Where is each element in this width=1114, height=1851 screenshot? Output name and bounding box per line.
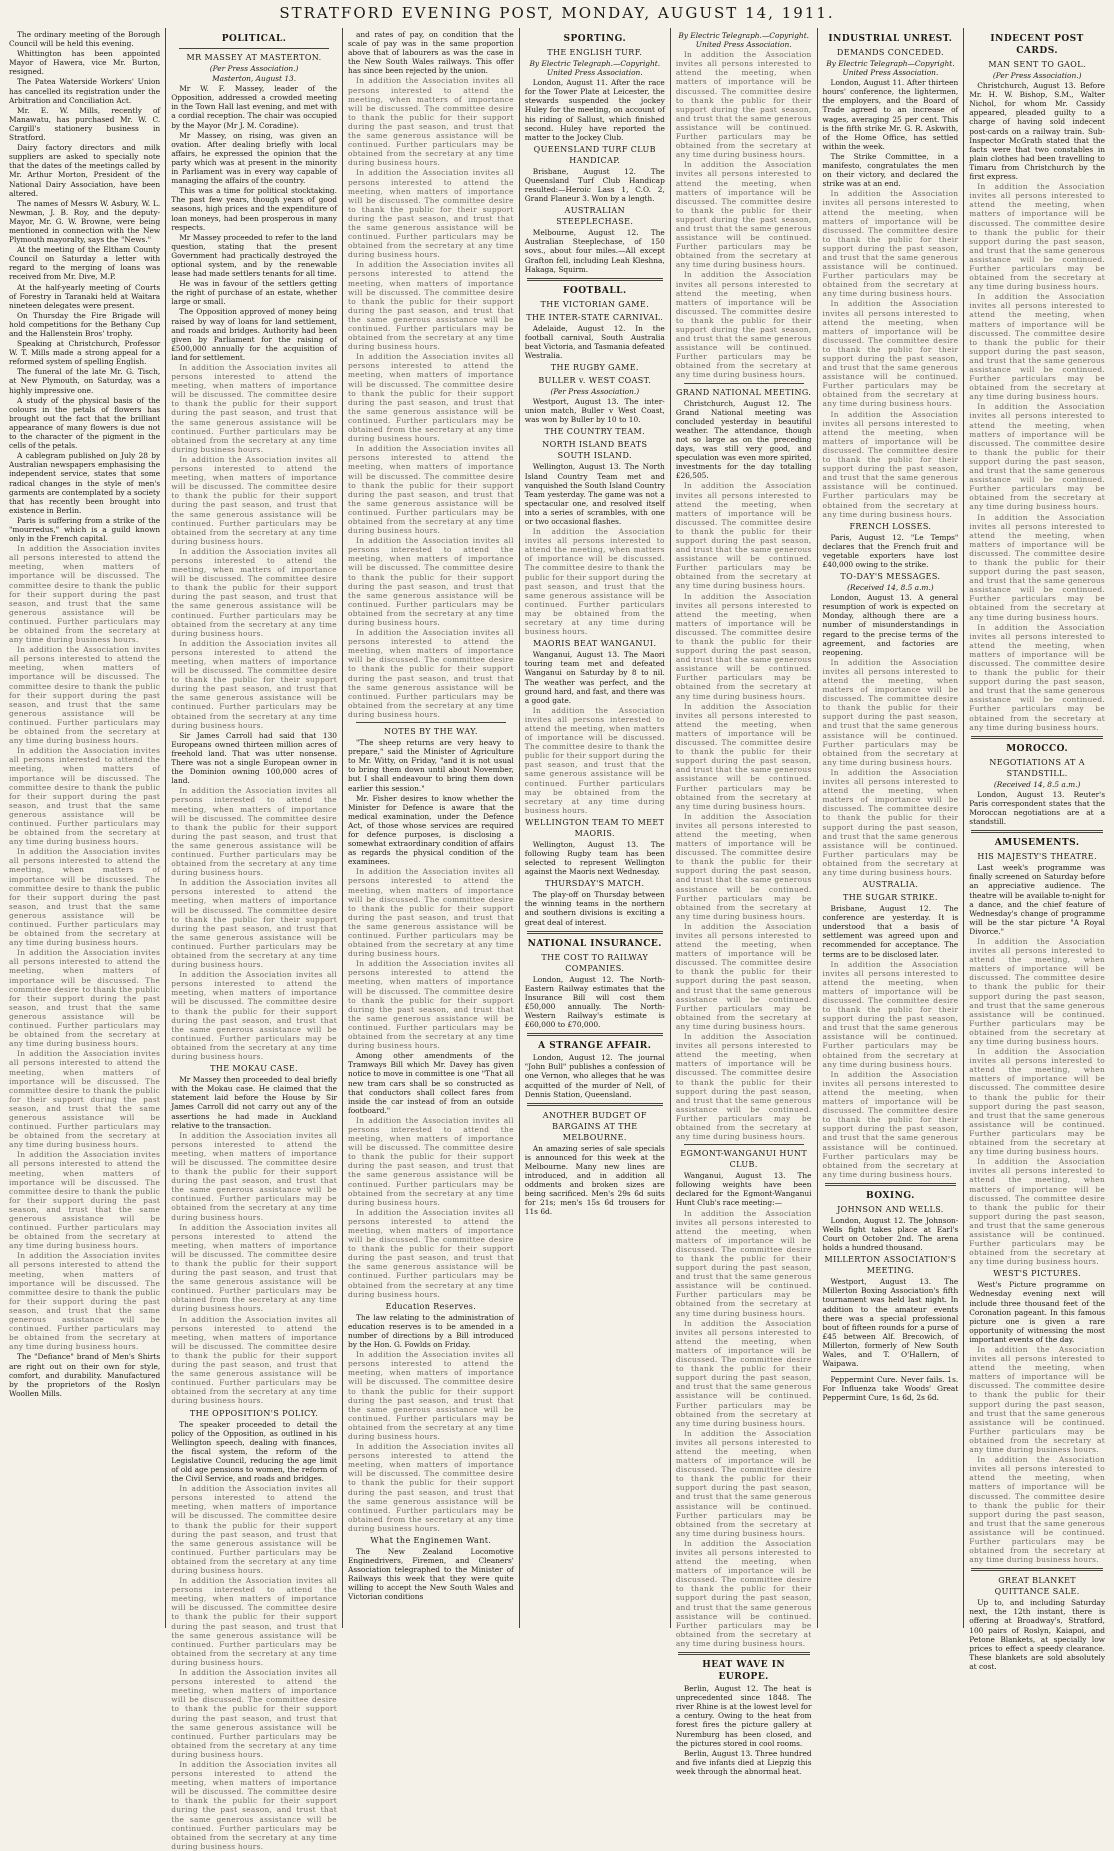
article-paragraph: Westport, August 13. The Millerton Boxing Association's fifth tournament was held last night. In addition to the amateur events there was a special professional bout of fifteen rounds for a purse of £45 between Alf. Brecowich, of Millerton, formerly of New South Wales, and T. O'Hallern, of Waipawa.	[822, 1277, 959, 1369]
article-title: THE ENGLISH TURF.	[547, 48, 643, 57]
brief-paragraph: On Thursday the Fire Brigade will hold competitions for the Bethany Cup and the Hallenstein Bros' trophy.	[9, 310, 161, 338]
article-title: THE RUGBY GAME.	[550, 363, 639, 373]
divider	[684, 383, 804, 384]
brief-paragraph: Speaking at Christchurch, Professor W. T. Mills made a strong appeal for a reformed system of spelling English.	[9, 339, 161, 367]
column-political-continued	[342, 28, 519, 1628]
filler-text: In addition the Association invites all persons interested to attend the meeting, when matters of importance will be discussed. The committee desire to thank the public for their support during the past season, and trust that the same generous assistance will be continued. Further particulars may be obtained from the secretary at any time during business hours.	[171, 1130, 337, 1222]
filler-text: In addition the Association invites all persons interested to attend the meeting, when matters of importance will be discussed. The committee desire to thank the public for their support during the past season, and trust that the same generous assistance will be continued. Further particulars may be obtained from the secretary at any time during business hours.	[347, 76, 514, 168]
filler-text: In addition the Association invites all persons interested to attend the meeting, when matters of importance will be discussed. The committee desire to thank the public for their support during the past season, and trust that the same generous assistance will be continued. Further particulars may be obtained from the secretary at any time during business hours.	[822, 1069, 959, 1179]
brief-paragraph: At the half-yearly meeting of Courts of Forestry in Taranaki held at Waitara nineteen delegates were present.	[9, 282, 161, 310]
article-paragraph: Mr Massey proceeded to refer to the land question, stating that the present Government had practically destroyed the optional system, and by the renewable lease had made settlers tenants for all time.	[171, 232, 337, 279]
divider	[527, 1103, 663, 1106]
filler-text: In addition the Association invites all persons interested to attend the meeting, when matters of importance will be discussed. The committee desire to thank the public for their support during the past season, and trust that the same generous assistance will be continued. Further particulars may be obtained from the secretary at any time during business hours.	[347, 628, 514, 719]
filler-text: In addition the Association invites all persons interested to attend the meeting, when matters of importance will be discussed. The committee desire to thank the public for their support during the past season, and trust that the same generous assistance will be continued. Further particulars may be obtained from the secretary at any time during business hours.	[969, 1455, 1106, 1565]
brief-paragraph: Paris is suffering from a strike of the "mourredus," which is a guild known only in the French capital.	[9, 515, 161, 544]
article-paragraph: The Strike Committee, in a manifesto, congratulates the men on their victory, and declared the strike was at an end.	[822, 151, 959, 189]
agency-line: By Electric Telegraph.—Copyright. United Press Association.	[529, 59, 661, 78]
brief-paragraph: Mr. E. W. Mills, recently of Manawatu, has purchased Mr. W. C. Cargill's stationery business in Stratford.	[9, 105, 161, 143]
article-title: MAORIS BEAT WANGANUI.	[533, 639, 657, 649]
column-political	[165, 28, 342, 1851]
received-line: (Received 14, 8.5 a.m.)	[847, 583, 934, 593]
article-title: HIS MAJESTY'S THEATRE.	[977, 852, 1097, 862]
advertisement-text: Peppermint Cure. Never fails. 1s. For Influenza take Woods' Great Peppermint Cure, 1s 6d, 2s 6d.	[822, 1375, 959, 1403]
brief-paragraph: Dairy factory directors and milk suppliers are asked to specially note that the dates of the meetings called by Mr. Arthur Morton, President of the National Dairy Association, have been altered.	[9, 143, 161, 198]
divider	[831, 1371, 951, 1372]
filler-text: In addition the Association invites all persons interested to attend the meeting, when matters of importance will be discussed. The committee desire to thank the public for their support during the past season, and trust that the same generous assistance will be continued. Further particulars may be obtained from the secretary at any time during business hours.	[9, 746, 161, 847]
article-paragraph: This was a time for political stocktaking. The past few years, though years of good seasons, high prices and the expenditure of loan moneys, had been prosperous in many respects.	[171, 186, 337, 232]
filler-text: In addition the Association invites all persons interested to attend the meeting, when matters of importance will be discussed. The committee desire to thank the public for their support during the past season, and trust that the same generous assistance will be continued. Further particulars may be obtained from the secretary at any time during business hours.	[9, 1049, 161, 1150]
article-title: QUEENSLAND TURF CLUB HANDICAP.	[533, 144, 656, 165]
filler-text: In addition the Association invites all persons interested to attend the meeting, when matters of importance will be discussed. The committee desire to thank the public for their support during the past season, and trust that the same generous assistance will be continued. Further particulars may be obtained from the secretary at any time during business hours.	[675, 921, 812, 1031]
article-paragraph: London, August 13. A general resumption of work is expected on Monday, although there are a number of misunderstandings in regard to the precise terms of the agreement, and factories are reopening.	[822, 593, 959, 657]
article-title: TO-DAY'S MESSAGES.	[840, 572, 941, 582]
article-paragraph: Adelaide, August 12. In the football carnival, South Australia beat Victoria, and Tasmania defeated Westralia.	[524, 323, 665, 360]
article-title: FRENCH LOSSES.	[849, 521, 932, 531]
dateline: Masterton, August 13.	[212, 74, 297, 84]
article-title: MR MASSEY AT MASTERTON.	[186, 53, 322, 62]
article-paragraph: The law relating to the administration of education reserves is to be amended in a number of directions by a Bill introduced by the Hon. G. Fowlds on Friday.	[347, 1312, 514, 1350]
filler-text: In addition the Association invites all persons interested to attend the meeting, when matters of importance will be discussed. The committee desire to thank the public for their support during the past season, and trust that the same generous assistance will be continued. Further particulars may be obtained from the secretary at any time during business hours.	[171, 970, 337, 1062]
filler-text: In addition the Association invites all persons interested to attend the meeting, when matters of importance will be discussed. The committee desire to thank the public for their support during the past season, and trust that the same generous assistance will be continued. Further particulars may be obtained from the secretary at any time during business hours.	[347, 1350, 514, 1441]
article-title: JOHNSON AND WELLS.	[837, 1204, 944, 1214]
subheading-opposition-policy: THE OPPOSITION'S POLICY.	[189, 1408, 319, 1418]
advertisement-text: An amazing series of sale specials is announced for this week at the Melbourne. Many new lines are introduced, and in addition all oddments and broken sizes are being sacrificed. Men's 29s 6d suits for 21s; men's 15s 6d trousers for 11s 6d.	[524, 1143, 665, 1217]
filler-text: In addition the Association invites all persons interested to attend the meeting, when matters of importance will be discussed. The committee desire to thank the public for their support during the past season, and trust that the same generous assistance will be continued. Further particulars may be obtained from the secretary at any time during business hours.	[675, 1318, 812, 1428]
filler-text: In addition the Association invites all persons interested to attend the meeting, when matters of importance will be discussed. The committee desire to thank the public for their support during the past season, and trust that the same generous assistance will be continued. Further particulars may be obtained from the secretary at any time during business hours.	[9, 847, 161, 948]
article-paragraph: "The sheep returns are very heavy to prepare," said the Minister of Agriculture to Mr. Witty, on Friday, "and it is not usual to bring them down until about November, but I shall endeavour to bring them down earlier this session."	[347, 738, 514, 793]
article-paragraph: Christchurch, August 13. Before Mr. H. W. Bishop, S.M., Walter Nichol, for whom Mr. Cassidy appeared, pleaded guilty to a charge of having sold indecent post-cards on a railway train. Sub-Inspector McGrath stated that the facts were that two constables in plain clothes had been travelling to Timaru from Christchurch by the first express.	[969, 81, 1106, 182]
advertisement-text: Up to, and including Saturday next, the 12th instant, there is offering at Broadway's, Stratford, 100 pairs of Roslyn, Kaiapoi, and Petone Blankets, at specially low prices to effect a speedy clearance. These blankets are sold absolutely at cost.	[969, 1598, 1106, 1671]
section-heading-indecent-post-cards: INDECENT POST CARDS.	[990, 34, 1084, 56]
article-title: AUSTRALIAN STEEPLECHASE.	[556, 206, 634, 227]
article-title: THE COST TO RAILWAY COMPANIES.	[541, 952, 649, 973]
section-heading-heat-wave: HEAT WAVE IN EUROPE.	[702, 1660, 786, 1683]
filler-text: In addition the Association invites all persons interested to attend the meeting, when matters of importance will be discussed. The committee desire to thank the public for their support during the past season, and trust that the same generous assistance will be continued. Further particulars may be obtained from the secretary at any time during business hours.	[347, 1207, 514, 1299]
filler-text: In addition the Association invites all persons interested to attend the meeting, when matters of importance will be discussed. The committee desire to thank the public for their support during the past season, and trust that the same generous assistance will be continued. Further particulars may be obtained from the secretary at any time during business hours.	[675, 811, 812, 921]
filler-text: In addition the Association invites all persons interested to attend the meeting, when matters of importance will be discussed. The committee desire to thank the public for their support during the past season, and trust that the same generous assistance will be continued. Further particulars may be obtained from the secretary at any time during business hours.	[171, 1222, 337, 1314]
divider	[825, 1183, 957, 1186]
filler-text: In addition the Association invites all persons interested to attend the meeting, when matters of importance will be discussed. The committee desire to thank the public for their support during the past season, and trust that the same generous assistance will be continued. Further particulars may be obtained from the secretary at any time during business hours.	[171, 546, 337, 638]
filler-text: In addition the Association invites all persons interested to attend the meeting, when matters of importance will be discussed. The committee desire to thank the public for their support during the past season, and trust that the same generous assistance will be continued. Further particulars may be obtained from the secretary at any time during business hours.	[822, 189, 959, 299]
article-title: BULLER v. WEST COAST.	[538, 376, 652, 386]
article-paragraph: Sir James Carroll had said that 130 Europeans owned thirteen million acres of freehold land. That was utter nonsense. There was not a single European owner in the Dominion owning 100,000 acres of land.	[171, 730, 337, 786]
section-heading-industrial: INDUSTRIAL UNREST.	[828, 34, 953, 44]
filler-text: In addition the Association invites all persons interested to attend the meeting, when matters of importance will be discussed. The committee desire to thank the public for their support during the past season, and trust that the same generous assistance will be continued. Further particulars may be obtained from the secretary at any time during business hours.	[347, 536, 514, 627]
article-paragraph: London, August 12. The North-Eastern Railway estimates that the Insurance Bill will cost them £50,000 annually. The North-Western Railway's estimate is £60,000 to £70,000.	[524, 974, 665, 1030]
agency-line: By Electric Telegraph—Copyright. United Press Association.	[826, 59, 955, 78]
article-paragraph: Wanganui, August 13. The following weights have been declared for the Egmont-Wanganui Hunt Club's race meeting:—	[675, 1171, 812, 1208]
filler-text: In addition the Association invites all persons interested to attend the meeting, when matters of importance will be discussed. The committee desire to thank the public for their support during the past season, and trust that the same generous assistance will be continued. Further particulars may be obtained from the secretary at any time during business hours.	[171, 1668, 337, 1759]
filler-text: In addition the Association invites all persons interested to attend the meeting, when matters of importance will be discussed. The committee desire to thank the public for their support during the past season, and trust that the same generous assistance will be continued. Further particulars may be obtained from the secretary at any time during business hours.	[347, 168, 514, 260]
article-paragraph: Wanganui, August 13. The Maori touring team met and defeated Wanganui on Saturday by 8 to nil. The weather was perfect, and the ground hard, and fast, and there was a good gate.	[524, 650, 665, 705]
section-heading-football: FOOTBALL.	[562, 285, 627, 296]
article-paragraph: Christchurch, August 12. The Grand National meeting was concluded yesterday in beautiful weather. The attendance, though not so large as on the preceding days, was still very good, and speculation was even more spirited, investments for the day totalling £26,505.	[675, 398, 812, 481]
article-paragraph: London, August 11. After the race for the Tower Plate at Leicester, the stewards suspended the jockey Huley for the meeting, on account of his riding of Sallust, which finished second. Huley have reported the matter to the Jockey Club.	[524, 78, 665, 142]
brief-paragraph: A cablegram published on July 28 by Australian newspapers emphasising the independent service, states that some radical changes in the style of men's garments are contemplated by a society that has recently been brought into existence in Berlin.	[9, 451, 161, 515]
filler-text: In addition the Association invites all persons interested to attend the meeting, when matters of importance will be discussed. The committee desire to thank the public for their support during the past season, and trust that the same generous assistance will be continued. Further particulars may be obtained from the secretary at any time during business hours.	[347, 1442, 514, 1533]
brief-paragraph: Whittington has been appointed Mayor of Hawera, vice Mr. Burton, resigned.	[9, 49, 161, 77]
filler-text: In addition the Association invites all persons interested to attend the meeting, when matters of importance will be discussed. The committee desire to thank the public for their support during the past season, and trust that the same generous assistance will be continued. Further particulars may be obtained from the secretary at any time during business hours.	[822, 959, 959, 1069]
article-paragraph: Westport, August 13. The inter-union match, Buller v West Coast, was won by Buller by 10 to 10.	[524, 397, 665, 425]
divider	[527, 1033, 663, 1036]
filler-text: In addition the Association invites all persons interested to attend the meeting, when matters of importance will be discussed. The committee desire to thank the public for their support during the past season, and trust that the same generous assistance will be continued. Further particulars may be obtained from the secretary at any time during business hours.	[9, 645, 161, 746]
filler-text: In addition the Association invites all persons interested to attend the meeting, when matters of importance will be discussed. The committee desire to thank the public for their support during the past season, and trust that the same generous assistance will be continued. Further particulars may be obtained from the secretary at any time during business hours.	[9, 1251, 161, 1352]
agency-line: (Per Press Association.)	[209, 64, 299, 73]
section-heading-political: POLITICAL.	[221, 34, 287, 44]
subheading-notes-by-the-way: NOTES BY THE WAY.	[383, 727, 478, 737]
filler-text: In addition the Association invites all persons interested to attend the meeting, when matters of importance will be discussed. The committee desire to thank the public for their support during the past season, and trust that the same generous assistance will be continued. Further particulars may be obtained from the secretary at any time during business hours.	[524, 705, 665, 815]
filler-text: In addition the Association invites all persons interested to attend the meeting, when matters of importance will be discussed. The committee desire to thank the public for their support during the past season, and trust that the same generous assistance will be continued. Further particulars may be obtained from the secretary at any time during business hours.	[822, 409, 959, 519]
section-heading-sporting: SPORTING.	[563, 34, 627, 44]
divider	[527, 931, 663, 934]
article-title: EGMONT-WANGANUI HUNT CLUB.	[680, 1149, 808, 1170]
filler-text: In addition the Association invites all persons interested to attend the meeting, when matters of importance will be discussed. The committee desire to thank the public for their support during the past season, and trust that the same generous assistance will be continued. Further particulars may be obtained from the secretary at any time during business hours.	[171, 786, 337, 878]
advertisement-heading: ANOTHER BUDGET OF BARGAINS AT THE MELBOURNE.	[542, 1110, 647, 1142]
agency-line: By Electric Telegraph.—Copyright. United Press Association.	[678, 31, 810, 50]
article-title: GRAND NATIONAL MEETING.	[675, 387, 812, 397]
column-industrial	[817, 28, 964, 1628]
divider	[684, 1144, 804, 1145]
article-paragraph: Brisbane, August 12. The conference are yesterday. It is understood that a basis of settlement was agreed upon and recommended for acceptance. The terms are to be disclosed later.	[822, 904, 959, 959]
brief-paragraph: The Patea Waterside Workers' Union has cancelled its registration under the Arbitration and Conciliation Act.	[9, 77, 161, 105]
article-paragraph: He was in favour of the settlers getting the right of purchase of an estate, whether large or small.	[171, 279, 337, 307]
article-paragraph: London, August 12. The journal "John Bull" publishes a confession of one Vernon, who alleges that he was acquitted of the murder of Nell, of Dennis Station, Queensland.	[524, 1053, 665, 1099]
article-paragraph: Last week's programme was finally screened on Saturday before an appreciative audience. The theatre will be available to-night for a dance, and the chief feature of Wednesday's change of programme will be the star picture "A Royal Divorce."	[969, 863, 1106, 936]
article-title: WEST'S PICTURES.	[993, 1269, 1082, 1279]
agency-line: (Per Press Association.)	[992, 71, 1082, 80]
article-title: AUSTRALIA.	[862, 880, 919, 890]
article-paragraph: London, August 13. Reuter's Paris correspondent states that the Moroccan negotiations are at a standstill.	[969, 789, 1106, 827]
filler-text: In addition the Association invites all persons interested to attend the meeting, when matters of importance will be discussed. The committee desire to thank the public for their support during the past season, and trust that the same generous assistance will be continued. Further particulars may be obtained from the secretary at any time during business hours.	[675, 160, 812, 270]
article-paragraph: Paris, August 12. "Le Temps" declares that the French fruit and vegetable exporters have lost £40,000 owing to the strike.	[822, 532, 959, 569]
filler-text: In addition the Association invites all persons interested to attend the meeting, when matters of importance will be discussed. The committee desire to thank the public for their support during the past season, and trust that the same generous assistance will be continued. Further particulars may be obtained from the secretary at any time during business hours.	[675, 591, 812, 701]
article-paragraph: London, August 11. After thirteen hours' conference, the lightermen, the employers, and the Board of Trade agreed to an increase of wages, averaging 25 per cent. This is the fifth strike Mr. G. R. Askwith, of the Home Office, has settled within the week.	[822, 78, 959, 151]
divider	[971, 1568, 1103, 1571]
divider	[678, 1652, 810, 1655]
filler-text: In addition the Association invites all persons interested to attend the meeting, when matters of importance will be discussed. The committee desire to thank the public for their support during the past season, and trust that the same generous assistance will be continued. Further particulars may be obtained from the secretary at any time during business hours.	[969, 182, 1106, 292]
article-paragraph: Melbourne, August 12. The Australian Steeplechase, of 150 sovs., about four miles.—All except Grafton fell, including Leah Kleshna, Hakaga, Squirm.	[524, 228, 665, 274]
filler-text: In addition the Association invites all persons interested to attend the meeting, when matters of importance will be discussed. The committee desire to thank the public for their support during the past season, and trust that the same generous assistance will be continued. Further particulars may be obtained from the secretary at any time during business hours.	[347, 959, 514, 1051]
article-title: MILLERTON ASSOCIATION'S MEETING.	[824, 1255, 957, 1276]
column-indecent-post-cards	[963, 28, 1110, 1671]
agency-line: (Per Press Association.)	[550, 387, 640, 397]
section-heading-amusements: AMUSEMENTS.	[994, 838, 1080, 849]
filler-text: In addition the Association invites all persons interested to attend the meeting, when matters of importance will be discussed. The committee desire to thank the public for their support during the past season, and trust that the same generous assistance will be continued. Further particulars may be obtained from the secretary at any time during business hours.	[347, 1115, 514, 1207]
filler-text: In addition the Association invites all persons interested to attend the meeting, when matters of importance will be discussed. The committee desire to thank the public for their support during the past season, and trust that the same generous assistance will be continued. Further particulars may be obtained from the secretary at any time during business hours.	[969, 1157, 1106, 1267]
article-paragraph: The Opposition approved of money being raised by way of loans for land settlement, and roads and bridges. Authority had been given by Parliament for the raising of £500,000 annually for the acquisition of land for settlement.	[171, 307, 337, 362]
filler-text: In addition the Association invites all persons interested to attend the meeting, when matters of importance will be discussed. The committee desire to thank the public for their support during the past season, and trust that the same generous assistance will be continued. Further particulars may be obtained from the secretary at any time during business hours.	[347, 444, 514, 536]
subheading-enginemen: What the Enginemen Want.	[370, 1536, 492, 1545]
filler-text: In addition the Association invites all persons interested to attend the meeting, when matters of importance will be discussed. The committee desire to thank the public for their support during the past season, and trust that the same generous assistance will be continued. Further particulars may be obtained from the secretary at any time during business hours.	[9, 1150, 161, 1251]
section-heading-strange-affair: A STRANGE AFFAIR.	[538, 1041, 652, 1052]
article-title: MAN SENT TO GAOL.	[988, 60, 1086, 69]
filler-text: In addition the Association invites all persons interested to attend the meeting, when matters of importance will be discussed. The committee desire to thank the public for their support during the past season, and trust that the same generous assistance will be continued. Further particulars may be obtained from the secretary at any time during business hours.	[171, 1576, 337, 1667]
article-paragraph: The New Zealand Locomotive Enginedrivers, Firemen, and Cleaners' Association telegraphed to the Minister of Railways this week that they were quite willing to accept the New South Wales and Victorian conditions	[347, 1547, 514, 1602]
filler-text: In addition the Association invites all persons interested to attend the meeting, when matters of importance will be discussed. The committee desire to thank the public for their support during the past season, and trust that the same generous assistance will be continued. Further particulars may be obtained from the secretary at any time during business hours.	[675, 481, 812, 591]
article-paragraph: Mr W. F. Massey, leader of the Opposition, addressed a crowded meeting in the Town Hall last evening, and met with a cordial reception. The chair was occupied by the Mayor (Mr J. M. Coradine).	[171, 84, 337, 130]
article-paragraph: Wellington, August 13. The North Island Country Team met and vanquished the South Island Country Team yesterday. The game was not a spectacular one, and resolved itself into a series of scrambles, with one or two occasional flashes.	[524, 462, 665, 526]
brief-paragraph: The funeral of the late Mr. G. Tisch, at New Plymouth, on Saturday, was a highly impressive one.	[9, 367, 161, 395]
article-paragraph: Mr Massey, on rising, was given an ovation. After dealing briefly with local affairs, he expressed the opinion that the party which was at present in the minority in Parliament was in every way capable of managing the affairs of the country.	[171, 130, 337, 186]
column-sporting-continued	[670, 28, 817, 1776]
divider	[179, 48, 329, 49]
article-title: DEMANDS CONCEDED.	[836, 48, 944, 57]
filler-text: In addition the Association invites all persons interested to attend the meeting, when matters of importance will be discussed. The committee desire to thank the public for their support during the past season, and trust that the same generous assistance will be continued. Further particulars may be obtained from the secretary at any time during business hours.	[171, 363, 337, 454]
filler-text: In addition the Association invites all persons interested to attend the meeting, when matters of importance will be discussed. The committee desire to thank the public for their support during the past season, and trust that the same generous assistance will be continued. Further particulars may be obtained from the secretary at any time during business hours.	[675, 1428, 812, 1538]
filler-text: In addition the Association invites all persons interested to attend the meeting, when matters of importance will be discussed. The committee desire to thank the public for their support during the past season, and trust that the same generous assistance will be continued. Further particulars may be obtained from the secretary at any time during business hours.	[524, 527, 665, 637]
newspaper-columns	[4, 28, 1110, 1851]
filler-text: In addition the Association invites all persons interested to attend the meeting, when matters of importance will be discussed. The committee desire to thank the public for their support during the past season, and trust that the same generous assistance will be continued. Further particulars may be obtained from the secretary at any time during business hours.	[675, 1538, 812, 1648]
subheading-mokau: THE MOKAU CASE.	[210, 1064, 299, 1074]
article-paragraph: Brisbane, August 12. The Queensland Turf Club Handicap resulted:—Heroic Lass 1, C.O. 2, Grand Flaneur 3. Won by a length.	[524, 166, 665, 204]
filler-text: In addition the Association invites all persons interested to attend the meeting, when matters of importance will be discussed. The committee desire to thank the public for their support during the past season, and trust that the same generous assistance will be continued. Further particulars may be obtained from the secretary at any time during business hours.	[969, 512, 1106, 622]
column-news-briefs	[4, 28, 165, 1628]
article-title: NORTH ISLAND BEATS SOUTH ISLAND.	[542, 440, 648, 461]
filler-text: In addition the Association invites all persons interested to attend the meeting, when matters of importance will be discussed. The committee desire to thank the public for their support during the past season, and trust that the same generous assistance will be continued. Further particulars may be obtained from the secretary at any time during business hours.	[969, 622, 1106, 732]
article-paragraph: Mr. Fisher desires to know whether the Minister for Defence is aware that the medical examination, under the Defence Act, of those whose services are required for defence purposes, is disclosing a somewhat extraordinary condition of affairs as regards the physical condition of the examinees.	[347, 793, 514, 867]
filler-text: In addition the Association invites all persons interested to attend the meeting, when matters of importance will be discussed. The committee desire to thank the public for their support during the past season, and trust that the same generous assistance will be continued. Further particulars may be obtained from the secretary at any time during business hours.	[171, 1314, 337, 1406]
filler-text: In addition the Association invites all persons interested to attend the meeting, when matters of importance will be discussed. The committee desire to thank the public for their support during the past season, and trust that the same generous assistance will be continued. Further particulars may be obtained from the secretary at any time during business hours.	[171, 878, 337, 970]
received-line: (Received 14, 8.5 a.m.)	[993, 779, 1081, 789]
filler-text: In addition the Association invites all persons interested to attend the meeting, when matters of importance will be discussed. The committee desire to thank the public for their support during the past season, and trust that the same generous assistance will be continued. Further particulars may be obtained from the secretary at any time during business hours.	[347, 352, 514, 444]
filler-text: In addition the Association invites all persons interested to attend the meeting, when matters of importance will be discussed. The committee desire to thank the public for their support during the past season, and trust that the same generous assistance will be continued. Further particulars may be obtained from the secretary at any time during business hours.	[347, 260, 514, 352]
article-title: THE VICTORIAN GAME.	[540, 299, 650, 309]
filler-text: In addition the Association invites all persons interested to attend the meeting, when matters of importance will be discussed. The committee desire to thank the public for their support during the past season, and trust that the same generous assistance will be continued. Further particulars may be obtained from the secretary at any time during business hours.	[822, 657, 959, 767]
brief-paragraph: The ordinary meeting of the Borough Council will be held this evening.	[9, 30, 161, 49]
article-paragraph: Berlin, August 13. Three hundred and five infants died at Liepzig this week through the abnormal heat.	[675, 1748, 812, 1776]
article-title: THE INTER-STATE CARNIVAL.	[526, 312, 664, 322]
filler-text: In addition the Association invites all persons interested to attend the meeting, when matters of importance will be discussed. The committee desire to thank the public for their support during the past season, and trust that the same generous assistance will be continued. Further particulars may be obtained from the secretary at any time during business hours.	[822, 299, 959, 409]
section-heading-morocco: MOROCCO.	[1006, 743, 1069, 754]
divider	[971, 736, 1103, 739]
article-paragraph: Berlin, August 12. The heat is unprecedented since 1848. The river Rhine is at the lowest level for a century. Owing to the heat from forest fires the picture gallery at Nuremburg has been closed, and the pictures stored in cool rooms.	[675, 1684, 812, 1748]
article-paragraph: West's Picture programme on Wednesday evening next will include three thousand feet of the Coronation pageant. In this famous picture one is given a rare opportunity of witnessing the most important events of the day.	[969, 1280, 1106, 1344]
section-heading-insurance: NATIONAL INSURANCE.	[527, 938, 662, 949]
column-sporting	[519, 28, 670, 1628]
filler-text: In addition the Association invites all persons interested to attend the meeting, when matters of importance will be discussed. The committee desire to thank the public for their support during the past season, and trust that the same generous assistance will be continued. Further particulars may be obtained from the secretary at any time during business hours.	[9, 544, 161, 645]
filler-text: In addition the Association invites all persons interested to attend the meeting, when matters of importance will be discussed. The committee desire to thank the public for their support during the past season, and trust that the same generous assistance will be continued. Further particulars may be obtained from the secretary at any time during business hours.	[675, 1208, 812, 1318]
article-title: WELLINGTON TEAM TO MEET MAORIS.	[525, 817, 665, 838]
article-title: NEGOTIATIONS AT A STANDSTILL.	[989, 757, 1085, 778]
article-paragraph: Wellington, August 13. The following Rugby team has been selected to represent Wellington against the Maoris next Wednesday.	[524, 839, 665, 877]
filler-text: In addition the Association invites all persons interested to attend the meeting, when matters of importance will be discussed. The committee desire to thank the public for their support during the past season, and trust that the same generous assistance will be continued. Further particulars may be obtained from the secretary at any time during business hours.	[675, 701, 812, 811]
filler-text: In addition the Association invites all persons interested to attend the meeting, when matters of importance will be discussed. The committee desire to thank the public for their support during the past season, and trust that the same generous assistance will be continued. Further particulars may be obtained from the secretary at any time during business hours.	[969, 1345, 1106, 1455]
filler-text: In addition the Association invites all persons interested to attend the meeting, when matters of importance will be discussed. The committee desire to thank the public for their support during the past season, and trust that the same generous assistance will be continued. Further particulars may be obtained from the secretary at any time during business hours.	[171, 1759, 337, 1851]
filler-text: In addition the Association invites all persons interested to attend the meeting, when matters of importance will be discussed. The committee desire to thank the public for their support during the past season, and trust that the same generous assistance will be continued. Further particulars may be obtained from the secretary at any time during business hours.	[675, 1032, 812, 1142]
article-paragraph: The play-off on Thursday between the winning teams in the northern and southern divisions is exciting a great deal of interest.	[524, 890, 665, 927]
filler-text: In addition the Association invites all persons interested to attend the meeting, when matters of importance will be discussed. The committee desire to thank the public for their support during the past season, and trust that the same generous assistance will be continued. Further particulars may be obtained from the secretary at any time during business hours.	[9, 948, 161, 1049]
article-title: THE SUGAR STRIKE.	[843, 893, 938, 903]
filler-text: In addition the Association invites all persons interested to attend the meeting, when matters of importance will be discussed. The committee desire to thank the public for their support during the past season, and trust that the same generous assistance will be continued. Further particulars may be obtained from the secretary at any time during business hours.	[969, 402, 1106, 512]
subheading-education-reserves: Education Reserves.	[385, 1301, 477, 1311]
advertisement-heading: GREAT BLANKET QUITTANCE SALE.	[994, 1576, 1080, 1597]
article-paragraph: Mr Massey then proceeded to deal briefly with the Mokau case. He claimed that the statement laid before the House by Sir James Carroll did not carry out any of the assertions he had made in Auckland relative to the transaction.	[171, 1075, 337, 1130]
brief-paragraph: The "Defiance" brand of Men's Shirts are right out on their own for style, comfort, and durability. Manufactured by the proprietors of the Roslyn Woollen Mills.	[9, 1352, 161, 1398]
article-paragraph: London, August 12. The Johnson-Wells fight takes place at Earl's Court on October 2nd. The arena holds a hundred thousand.	[822, 1215, 959, 1253]
brief-paragraph: At the meeting of the Eltham County Council on Saturday a letter with regard to the merging of loans was received from Mr. Dive, M.P.	[9, 245, 161, 282]
article-paragraph: The speaker proceeded to detail the policy of the Opposition, as outlined in his Wellington speech, dealing with finances, the fiscal system, the reform of the Legislative Council, reducing the age limit of old age pensions to women, the reform of the Civil Service, and roads and bridges.	[171, 1419, 337, 1484]
masthead: STRATFORD EVENING POST, MONDAY, AUGUST 14, 1911.	[279, 4, 835, 22]
article-paragraph: and rates of pay, on condition that the scale of pay was in the same proportion above that of labourers as was the case in the New South Wales railways. This offer has since been rejected by the union.	[347, 30, 514, 76]
filler-text: In addition the Association invites all persons interested to attend the meeting, when matters of importance will be discussed. The committee desire to thank the public for their support during the past season, and trust that the same generous assistance will be continued. Further particulars may be obtained from the secretary at any time during business hours.	[969, 1047, 1106, 1157]
filler-text: In addition the Association invites all persons interested to attend the meeting, when matters of importance will be discussed. The committee desire to thank the public for their support during the past season, and trust that the same generous assistance will be continued. Further particulars may be obtained from the secretary at any time during business hours.	[171, 1484, 337, 1575]
section-heading-boxing: BOXING.	[865, 1190, 915, 1201]
brief-paragraph: The names of Messrs W. Asbury, W. L. Newman, J. B. Roy, and the deputy-Mayor, Mr. G. W. Browne, were being mentioned in connection with the New Plymouth mayoralty, says the "News."	[9, 198, 161, 245]
filler-text: In addition the Association invites all persons interested to attend the meeting, when matters of importance will be discussed. The committee desire to thank the public for their support during the past season, and trust that the same generous assistance will be continued. Further particulars may be obtained from the secretary at any time during business hours.	[969, 292, 1106, 402]
article-title: THURSDAY'S MATCH.	[545, 879, 645, 889]
filler-text: In addition the Association invites all persons interested to attend the meeting, when matters of importance will be discussed. The committee desire to thank the public for their support during the past season, and trust that the same generous assistance will be continued. Further particulars may be obtained from the secretary at any time during business hours.	[347, 867, 514, 959]
divider	[527, 278, 663, 281]
filler-text: In addition the Association invites all persons interested to attend the meeting, when matters of importance will be discussed. The committee desire to thank the public for their support during the past season, and trust that the same generous assistance will be continued. Further particulars may be obtained from the secretary at any time during business hours.	[675, 50, 812, 160]
filler-text: In addition the Association invites all persons interested to attend the meeting, when matters of importance will be discussed. The committee desire to thank the public for their support during the past season, and trust that the same generous assistance will be continued. Further particulars may be obtained from the secretary at any time during business hours.	[969, 936, 1106, 1046]
filler-text: In addition the Association invites all persons interested to attend the meeting, when matters of importance will be discussed. The committee desire to thank the public for their support during the past season, and trust that the same generous assistance will be continued. Further particulars may be obtained from the secretary at any time during business hours.	[675, 270, 812, 380]
filler-text: In addition the Association invites all persons interested to attend the meeting, when matters of importance will be discussed. The committee desire to thank the public for their support during the past season, and trust that the same generous assistance will be continued. Further particulars may be obtained from the secretary at any time during business hours.	[171, 638, 337, 730]
brief-paragraph: A study of the physical basis of the colours in the petals of flowers has brought out the fact that the brilliant appearance of many flowers is due not to the character of the pigment in the cells of the petals.	[9, 395, 161, 451]
article-paragraph: Among other amendments of the Tramways Bill which Mr. Davey has given notice to move in committee is one "That all new tram cars shall be so constructed as that conductors shall collect fares from inside the car instead of from an outside footboard."	[347, 1051, 514, 1115]
divider	[971, 830, 1103, 833]
divider	[356, 722, 506, 723]
filler-text: In addition the Association invites all persons interested to attend the meeting, when matters of importance will be discussed. The committee desire to thank the public for their support during the past season, and trust that the same generous assistance will be continued. Further particulars may be obtained from the secretary at any time during business hours.	[171, 454, 337, 546]
article-title: THE COUNTRY TEAM.	[544, 427, 646, 437]
filler-text: In addition the Association invites all persons interested to attend the meeting, when matters of importance will be discussed. The committee desire to thank the public for their support during the past season, and trust that the same generous assistance will be continued. Further particulars may be obtained from the secretary at any time during business hours.	[822, 767, 959, 877]
